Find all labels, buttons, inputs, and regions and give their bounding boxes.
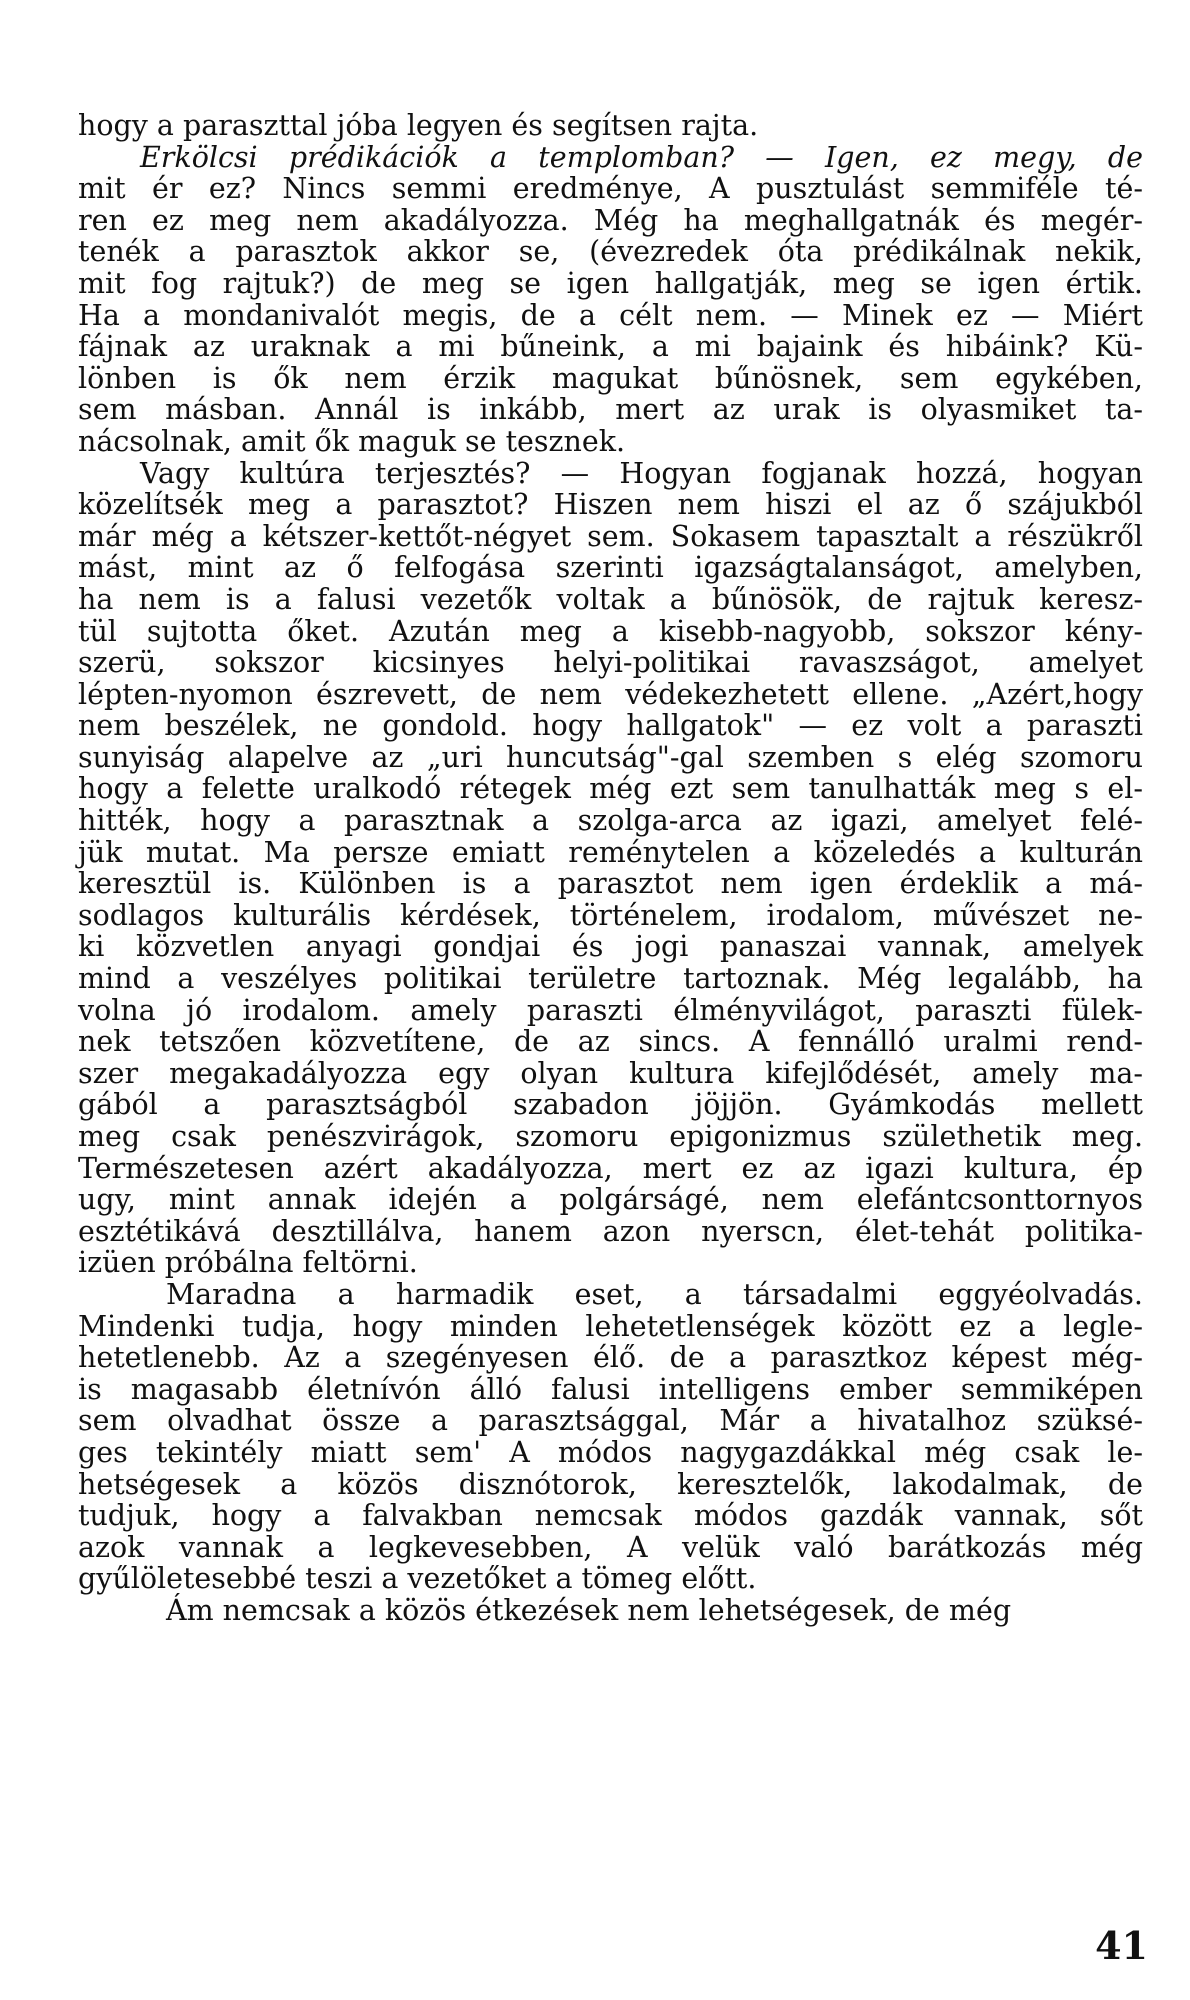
text-line: gyűlöletesebbé teszi a vezetőket a tömeg előtt. — [78, 1562, 757, 1596]
text-line: mind a veszélyes politikai területre tartoznak. Még legalább, ha — [78, 962, 1143, 996]
text-line: esztétikává desztillálva, hanem azon nyerscn, élet-tehát politika- — [78, 1214, 1143, 1248]
paragraph-4 — [78, 1279, 1143, 1595]
text-line: szerü, sokszor kicsinyes helyi-politikai ravaszságot, amelyet — [78, 646, 1143, 680]
text-line: sunyiság alapelve az „uri huncutság"-gal szemben s elég szomoru — [78, 740, 1143, 774]
text-line: Ha a mondanivalót megis, de a célt nem. — Minek ez — Miért — [78, 298, 1143, 332]
paragraph-1 — [78, 110, 1143, 142]
text-line: ki közvetlen anyagi gondjai és jogi panaszai vannak, amelyek — [78, 930, 1143, 964]
text-line: sem másban. Annál is inkább, mert az urak is olyasmiket ta- — [78, 393, 1143, 427]
paragraph-3 — [78, 458, 1143, 1279]
text-line: tenék a parasztok akkor se, (évezredek óta prédikálnak nekik, — [78, 235, 1143, 269]
text-line: sem olvadhat össze a parasztsággal, Már a hivatalhoz szüksé- — [78, 1404, 1143, 1438]
text-line: keresztül is. Különben is a parasztot nem igen érdeklik a má- — [78, 867, 1143, 901]
text-line: már még a kétszer-kettőt-négyet sem. Sokasem tapasztalt a részükről — [78, 519, 1143, 553]
page-number: 41 — [1095, 1923, 1148, 1968]
text-line: Természetesen azért akadályozza, mert ez az igazi kultura, ép — [78, 1151, 1143, 1185]
text-line: Maradna a harmadik eset, a társadalmi eggyéolvadás. — [166, 1277, 1143, 1311]
text-line: sodlagos kulturális kérdések, történelem, irodalom, művészet ne- — [78, 898, 1143, 932]
text-line: ges tekintély miatt sem' A módos nagygazdákkal még csak le- — [78, 1435, 1143, 1469]
text-line: Mindenki tudja, hogy minden lehetetlenségek között ez a legle- — [78, 1309, 1143, 1343]
text-line: lépten-nyomon észrevett, de nem védekezhetett ellene. „Azért,hogy — [78, 677, 1143, 711]
text-line: mit ér ez? Nincs semmi eredménye, A pusztulást semmiféle té- — [78, 172, 1143, 206]
text-line: jük mutat. Ma persze emiatt reménytelen a közeledés a kulturán — [78, 835, 1143, 869]
text-line: ugy, mint annak idején a polgárságé, nem elefántcsonttornyos — [78, 1183, 1143, 1217]
text-line: ha nem is a falusi vezetők voltak a bűnösök, de rajtuk keresz- — [78, 582, 1143, 616]
text-line: azok vannak a legkevesebben, A velük való barátkozás még — [78, 1530, 1143, 1564]
text-line: közelítsék meg a parasztot? Hiszen nem hiszi el az ő szájukból — [78, 488, 1143, 522]
paragraph-5 — [78, 1595, 1143, 1627]
text-line: mást, mint az ő felfogása szerinti igazságtalanságot, amelyben, — [78, 551, 1143, 585]
text-line: hetségesek a közös disznótorok, keresztelők, lakodalmak, de — [78, 1467, 1143, 1501]
text-line: hogy a felette uralkodó rétegek még ezt sem tanulhatták meg s el- — [78, 772, 1143, 806]
text-line: nem beszélek, ne gondold. hogy hallgatok" — ez volt a paraszti — [78, 709, 1143, 743]
text-line: lönben is ők nem érzik magukat bűnösnek, sem egykében, — [78, 361, 1143, 395]
text-line: is magasabb életnívón álló falusi intelligens ember semmiképen — [78, 1372, 1143, 1406]
text-line: Vagy kultúra terjesztés? — Hogyan fogjanak hozzá, hogyan — [140, 456, 1143, 490]
text-line: hitték, hogy a parasztnak a szolga-arca az igazi, amelyet felé- — [78, 804, 1143, 838]
text-line: mit fog rajtuk?) de meg se igen hallgatják, meg se igen értik. — [78, 266, 1143, 300]
text-line: hetetlenebb. Az a szegényesen élő. de a parasztkoz képest még- — [78, 1341, 1143, 1375]
text-line: tudjuk, hogy a falvakban nemcsak módos gazdák vannak, sőt — [78, 1499, 1143, 1533]
text-line: volna jó irodalom. amely paraszti élményvilágot, paraszti fülek- — [78, 993, 1143, 1027]
text-line: Erkölcsi prédikációk a templomban? — Igen, ez megy, de — [140, 140, 1143, 174]
text-line: Ám nemcsak a közös étkezések nem lehetségesek, de még — [166, 1593, 1012, 1627]
text-line: ren ez meg nem akadályozza. Még ha meghallgatnák és megér- — [78, 203, 1143, 237]
text-line: szer megakadályozza egy olyan kultura kifejlődését, amely ma- — [78, 1056, 1143, 1090]
text-line: hogy a paraszttal jóba legyen és segítsen rajta. — [78, 109, 759, 142]
text-line: tül sujtotta őket. Azután meg a kisebb-nagyobb, sokszor kény- — [78, 614, 1143, 648]
text-line: izüen próbálna feltörni. — [78, 1246, 418, 1280]
text-line: fájnak az uraknak a mi bűneink, a mi bajaink és hibáink? Kü- — [78, 330, 1143, 364]
text-line: meg csak penészvirágok, szomoru epigonizmus születhetik meg. — [78, 1120, 1143, 1153]
text-line: nácsolnak, amit ők maguk se tesznek. — [78, 424, 626, 458]
paragraph-2 — [78, 142, 1143, 458]
text-line: nek tetszően közvetítene, de az sincs. A fennálló uralmi rend- — [78, 1025, 1143, 1059]
book-page-text — [78, 110, 1143, 1627]
text-line: gából a parasztságból szabadon jöjjön. Gyámkodás mellett — [78, 1088, 1143, 1122]
